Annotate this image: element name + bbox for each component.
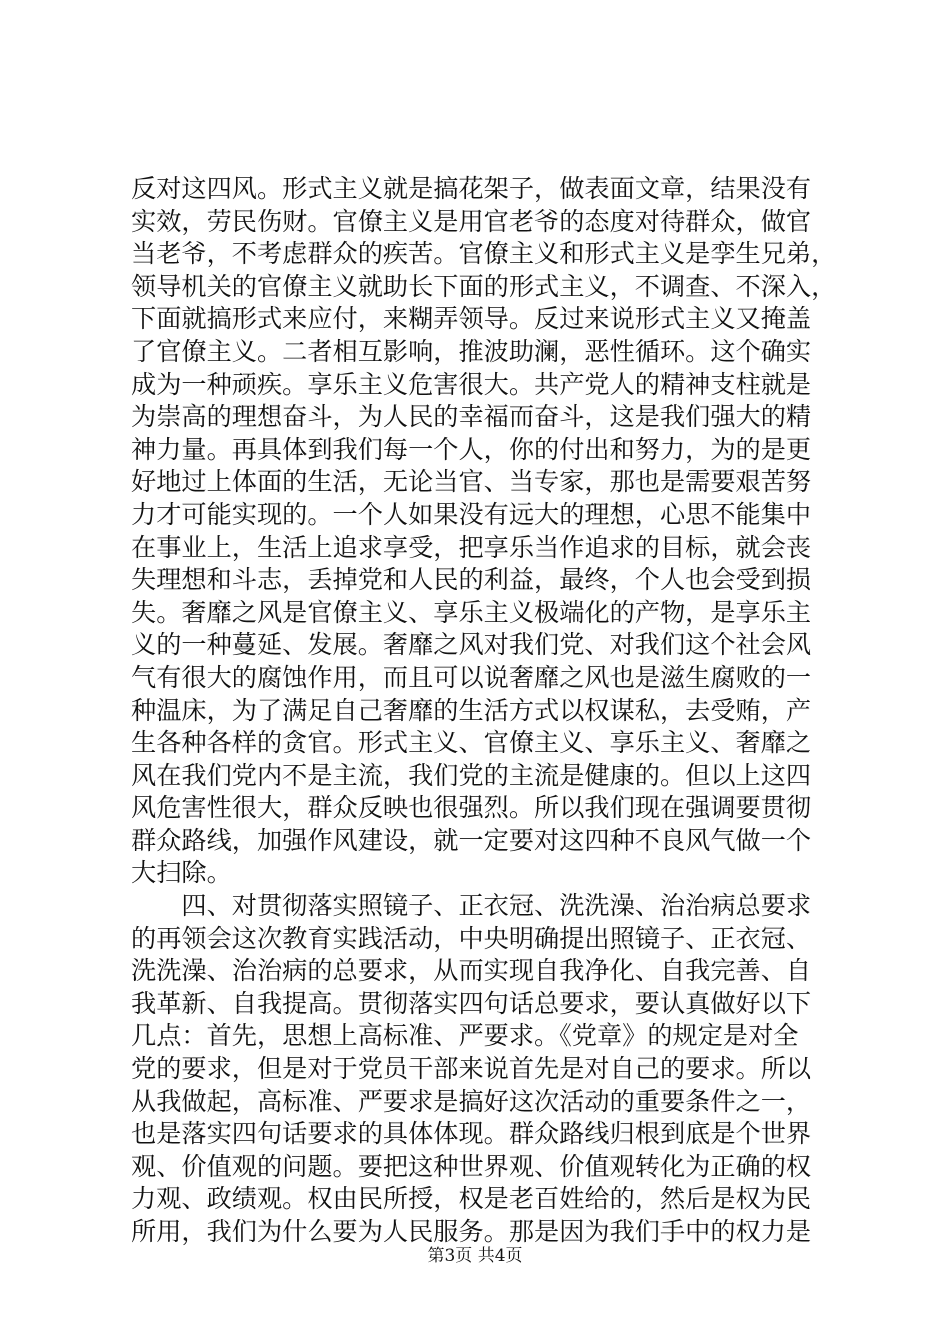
- text-line: 也是落实四句话要求的具体体现。群众路线归根到底是个世界: [131, 1119, 812, 1149]
- text-line: 好地过上体面的生活，无论当官、当专家，那也是需要艰苦努: [131, 467, 812, 497]
- text-line: 下面就搞形式来应付，来糊弄领导。反过来说形式主义又掩盖: [131, 304, 812, 334]
- text-line: 失。奢靡之风是官僚主义、享乐主义极端化的产物，是享乐主: [131, 597, 812, 627]
- text-line: 在事业上，生活上追求享受，把享乐当作追求的目标，就会丧: [131, 532, 812, 562]
- text-line: 反对这四风。形式主义就是搞花架子，做表面文章，结果没有: [131, 174, 812, 203]
- page-footer: 第3页 共4页: [427, 1246, 523, 1266]
- text-line: 四、对贯彻落实照镜子、正衣冠、洗洗澡、治治病总要求: [131, 891, 812, 921]
- text-line: 领导机关的官僚主义就助长下面的形式主义，不调查、不深入，: [131, 271, 837, 301]
- text-line: 大扫除。: [131, 858, 232, 888]
- text-line: 从我做起，高标准、严要求是搞好这次活动的重要条件之一，: [131, 1086, 812, 1116]
- text-line: 党的要求，但是对于党员干部来说首先是对自己的要求。所以: [131, 1054, 812, 1084]
- text-line: 洗洗澡、治治病的总要求，从而实现自我净化、自我完善、自: [131, 956, 812, 986]
- text-line: 观、价值观的问题。要把这种世界观、价值观转化为正确的权: [131, 1151, 812, 1181]
- text-line: 风危害性很大，群众反映也很强烈。所以我们现在强调要贯彻: [131, 793, 812, 823]
- text-line: 当老爷，不考虑群众的疾苦。官僚主义和形式主义是孪生兄弟，: [131, 239, 837, 269]
- text-line: 实效，劳民伤财。官僚主义是用官老爷的态度对待群众，做官: [131, 206, 812, 236]
- text-line: 风在我们党内不是主流，我们党的主流是健康的。但以上这四: [131, 760, 812, 790]
- text-line: 成为一种顽疾。享乐主义危害很大。共产党人的精神支柱就是: [131, 369, 812, 399]
- body-text: [131, 173, 837, 1249]
- text-line: 力才可能实现的。一个人如果没有远大的理想，心思不能集中: [131, 499, 812, 529]
- text-line: 种温床，为了满足自己奢靡的生活方式以权谋私，去受贿，产: [131, 695, 812, 725]
- text-line: 的再领会这次教育实践活动，中央明确提出照镜子、正衣冠、: [131, 923, 812, 953]
- text-line: 生各种各样的贪官。形式主义、官僚主义、享乐主义、奢靡之: [131, 728, 812, 758]
- text-line: 我革新、自我提高。贯彻落实四句话总要求，要认真做好以下: [131, 988, 812, 1018]
- text-line: 所用，我们为什么要为人民服务。那是因为我们手中的权力是: [131, 1217, 812, 1246]
- text-line: 失理想和斗志，丢掉党和人民的利益，最终，个人也会受到损: [131, 565, 812, 595]
- text-line: 神力量。再具体到我们每一个人，你的付出和努力，为的是更: [131, 434, 812, 464]
- text-line: 气有很大的腐蚀作用，而且可以说奢靡之风也是滋生腐败的一: [131, 662, 812, 692]
- text-line: 力观、政绩观。权由民所授，权是老百姓给的，然后是权为民: [131, 1184, 812, 1214]
- text-line: 了官僚主义。二者相互影响，推波助澜，恶性循环。这个确实: [131, 336, 812, 366]
- text-line: 义的一种蔓延、发展。奢靡之风对我们党、对我们这个社会风: [131, 630, 812, 660]
- text-line: 几点：首先，思想上高标准、严要求。《党章》的规定是对全: [131, 1021, 799, 1051]
- text-line: 群众路线，加强作风建设，就一定要对这四种不良风气做一个: [131, 825, 812, 855]
- text-line: 为崇高的理想奋斗，为人民的幸福而奋斗，这是我们强大的精: [131, 402, 812, 432]
